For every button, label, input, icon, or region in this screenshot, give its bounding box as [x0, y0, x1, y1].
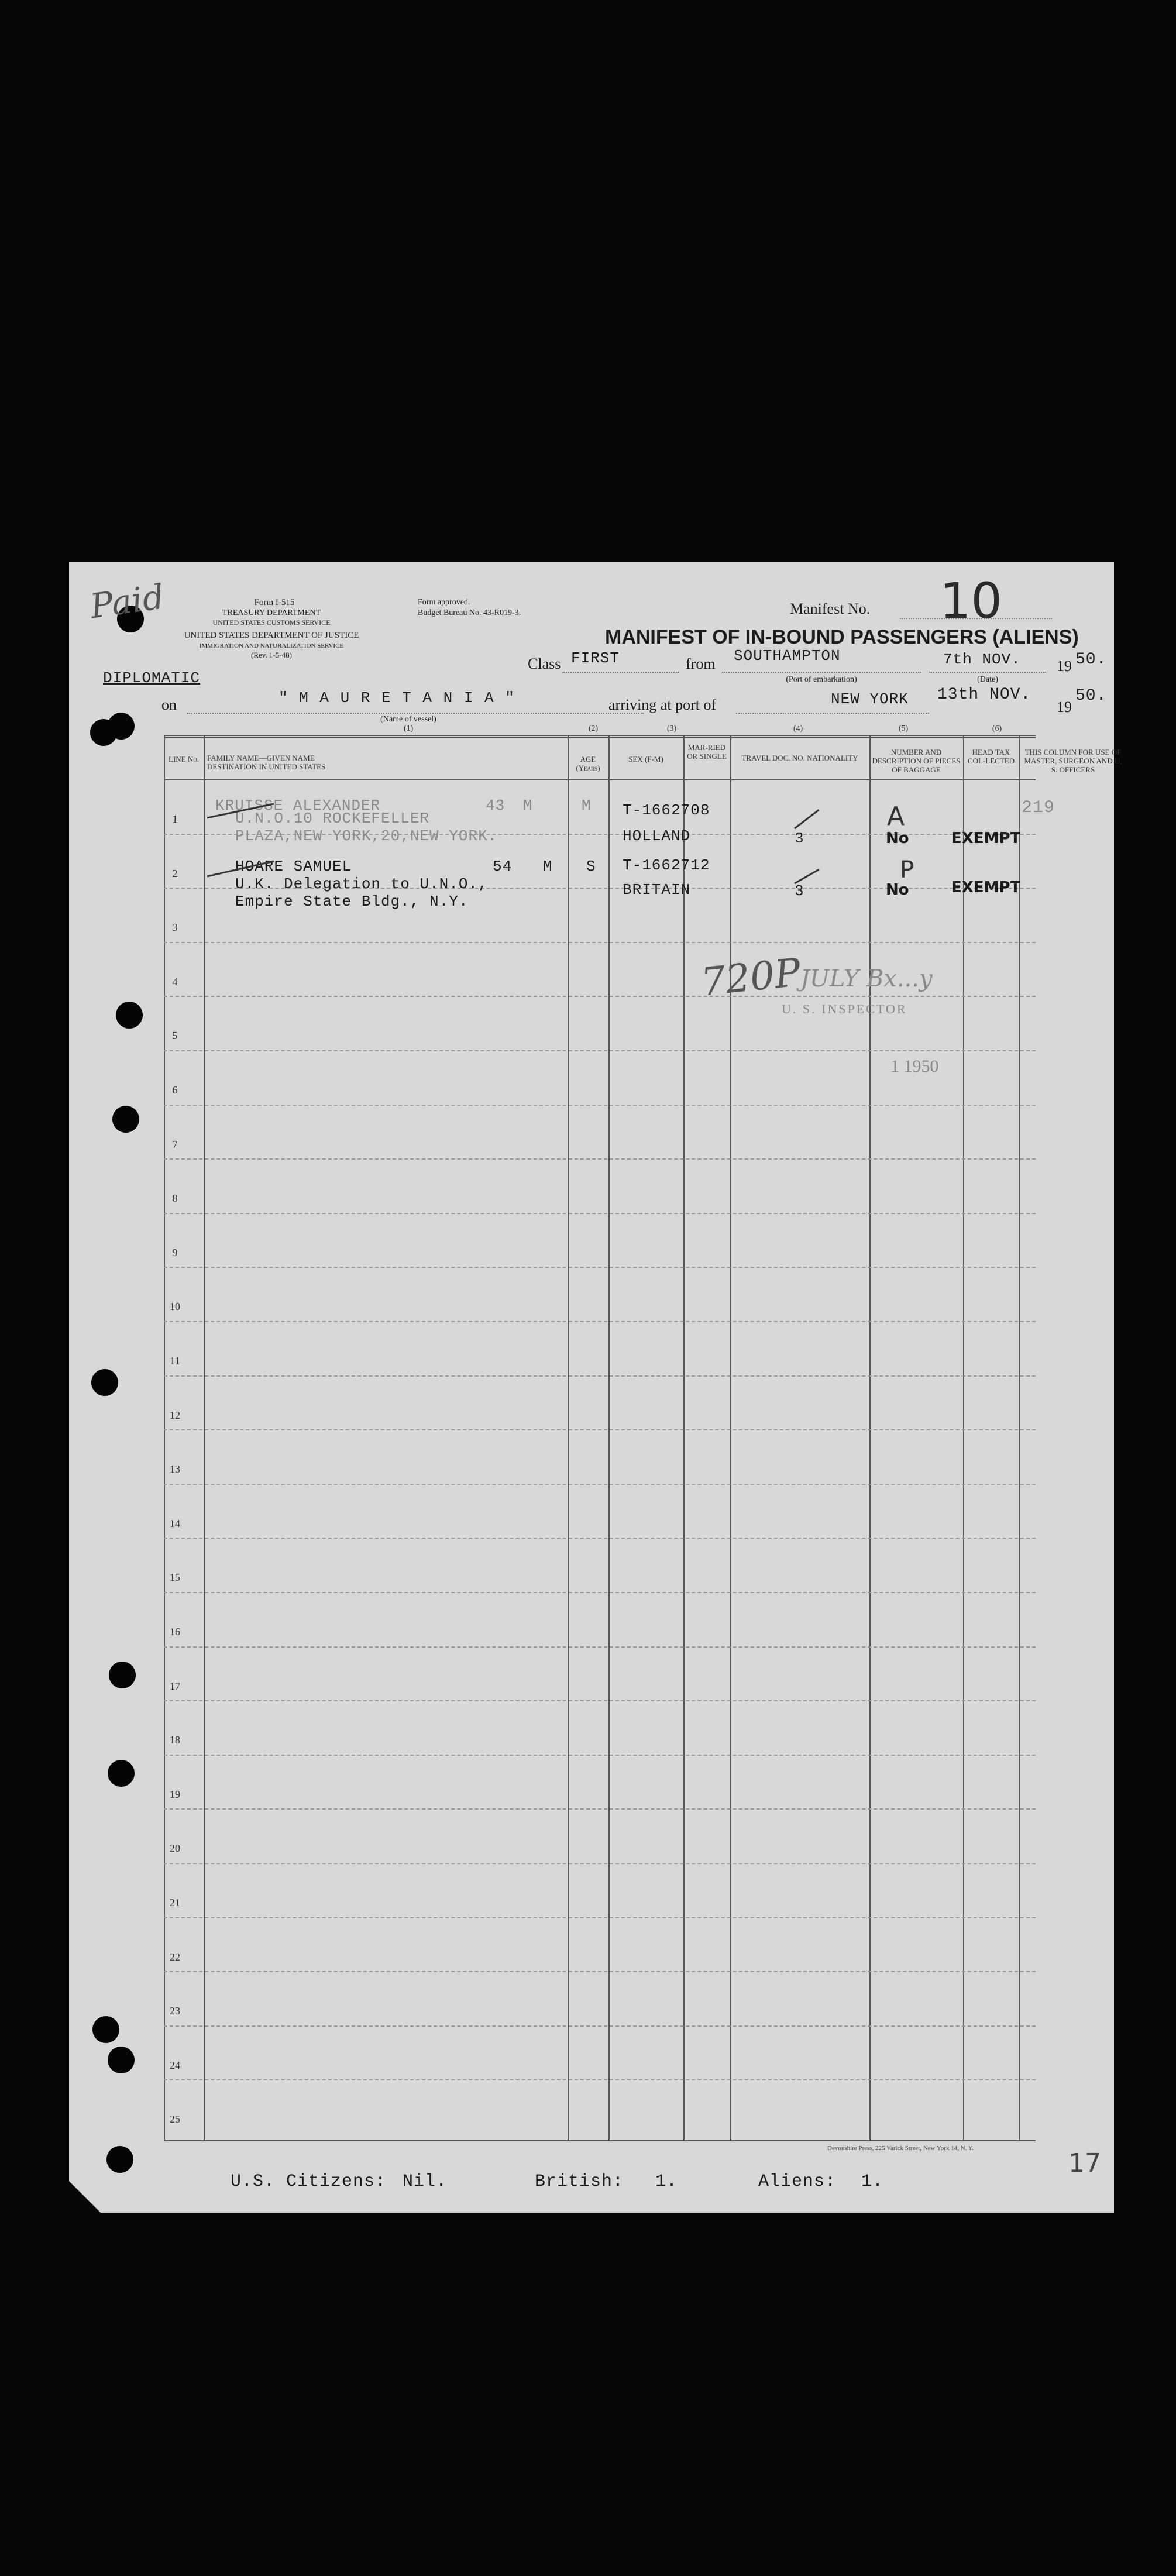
passenger-head-tax: No — [886, 830, 909, 847]
date-caption: (Date) — [977, 675, 998, 684]
row-number: 22 — [170, 1951, 180, 1963]
row-divider — [164, 1592, 1036, 1593]
row-number: 15 — [170, 1571, 180, 1583]
passenger-officer-note: EXEMPT — [951, 830, 1021, 847]
manifest-document — [69, 562, 1122, 2213]
binder-hole — [108, 1760, 135, 1787]
row-divider — [164, 1158, 1036, 1160]
arrival-year: 50. — [1075, 687, 1107, 705]
class-line — [562, 672, 679, 673]
binder-hole — [91, 1369, 118, 1396]
row-number: 17 — [170, 1680, 180, 1692]
check-marks — [204, 784, 906, 913]
row-number: 6 — [172, 1084, 178, 1096]
head-tax-mark: P — [900, 857, 914, 883]
check-mark — [795, 810, 819, 828]
footer-british-label: British: — [535, 2172, 624, 2192]
row-divider — [164, 1267, 1036, 1268]
row-number: 9 — [172, 1247, 178, 1258]
diplomatic-label: DIPLOMATIC — [103, 669, 201, 687]
port-caption: (Port of embarkation) — [786, 675, 857, 684]
binder-hole — [116, 1002, 143, 1029]
column-number: (3) — [666, 724, 677, 733]
header-married: MAR-RIED OR SINGLE — [687, 743, 727, 761]
row-number: 25 — [170, 2113, 180, 2125]
footer-aliens-value: 1. — [861, 2172, 884, 2192]
passenger-travel-doc: T-1662708 — [623, 802, 710, 819]
row-divider — [164, 1375, 1036, 1377]
row-number: 19 — [170, 1789, 180, 1800]
passenger-destination: Empire State Bldg., N.Y. — [235, 893, 469, 910]
arrival-port-line — [736, 713, 929, 714]
passenger-sex: M — [523, 797, 533, 814]
footer-aliens-label: Aliens: — [758, 2172, 837, 2192]
row-divider — [164, 2079, 1036, 2080]
vessel-line — [187, 713, 644, 714]
passenger-baggage: 3 — [795, 882, 804, 900]
row-divider — [164, 1321, 1036, 1322]
dept-line: TREASURY DEPARTMENT — [222, 608, 321, 617]
passenger-name: KRUISSE ALEXANDER — [215, 797, 381, 814]
binder-hole — [92, 2016, 119, 2043]
binder-hole — [108, 2047, 135, 2073]
from-value: SOUTHAMPTON — [734, 647, 841, 665]
passenger-name: HOARE SAMUEL — [235, 858, 352, 875]
depart-year: 50. — [1075, 651, 1107, 669]
row-number: 24 — [170, 2059, 180, 2071]
dept-line: IMMIGRATION AND NATURALIZATION SERVICE — [199, 642, 344, 649]
footer-british-value: 1. — [655, 2172, 678, 2192]
row-divider — [164, 996, 1036, 997]
from-label: from — [686, 655, 716, 672]
row-number: 18 — [170, 1734, 180, 1746]
passenger-destination: PLAZA,NEW YORK,20,NEW YORK. — [235, 827, 498, 845]
footer-citizens-value: Nil. — [403, 2172, 448, 2192]
row-number: 1 — [172, 813, 178, 825]
check-mark — [207, 804, 274, 818]
row-number: 2 — [172, 868, 178, 879]
passenger-age: 54 — [493, 858, 513, 875]
row-number: 4 — [172, 976, 178, 988]
vessel-name: " M A U R E T A N I A " — [278, 689, 515, 707]
footer-citizens-label: U.S. Citizens: — [231, 2172, 387, 2192]
column-number: (1) — [403, 724, 414, 733]
header-travel-doc: TRAVEL DOC. NO. NATIONALITY — [741, 754, 858, 762]
row-number: 8 — [172, 1192, 178, 1204]
passenger-officer-note: EXEMPT — [951, 879, 1021, 896]
passenger-nationality: BRITAIN — [623, 881, 691, 899]
passenger-nationality: HOLLAND — [623, 827, 691, 845]
check-mark — [795, 869, 819, 883]
manifest-no-label: Manifest No. — [790, 600, 871, 617]
header-line-no: LINE No. — [169, 755, 199, 763]
arriving-label: arriving at port of — [608, 696, 717, 713]
passenger-marital: M — [582, 797, 592, 814]
binder-hole — [109, 1662, 136, 1688]
row-divider — [164, 1213, 1036, 1214]
row-number: 11 — [170, 1355, 180, 1367]
handwritten-paid: Paid — [87, 576, 167, 627]
passenger-marital: S — [586, 858, 596, 875]
page-corner — [68, 2181, 101, 2213]
row-number: 16 — [170, 1626, 180, 1638]
row-divider — [164, 1538, 1036, 1539]
vessel-caption: (Name of vessel) — [380, 715, 436, 724]
check-mark — [207, 861, 274, 876]
passenger-age: 43 — [486, 797, 506, 814]
from-line — [722, 672, 921, 673]
header-name: FAMILY NAME—GIVEN NAME DESTINATION IN UNITED STATES — [207, 754, 326, 771]
arrival-port: NEW YORK — [831, 690, 909, 708]
dept-line: (Rev. 1-5-48) — [251, 651, 292, 659]
row-divider — [164, 1755, 1036, 1756]
row-divider — [164, 1429, 1036, 1430]
header-officers: THIS COLUMN FOR USE OF MASTER, SURGEON AND U. S. OFFICERS — [1024, 748, 1122, 774]
row-divider — [164, 2025, 1036, 2027]
row-divider — [164, 1105, 1036, 1106]
row-number: 23 — [170, 2005, 180, 2017]
column-number: (4) — [793, 724, 803, 733]
row-divider — [164, 1917, 1036, 1918]
row-number: 3 — [172, 921, 178, 933]
manifest-title: MANIFEST OF IN-BOUND PASSENGERS (ALIENS) — [605, 626, 1079, 648]
stamp-signature: JULY Bx...y — [800, 965, 933, 992]
header-age: AGE (Years) — [576, 755, 600, 772]
binder-hole — [108, 713, 135, 740]
class-label: Class — [528, 655, 561, 672]
header-baggage: NUMBER AND DESCRIPTION OF PIECES OF BAGGAGE — [872, 748, 961, 774]
depart-line — [929, 672, 1046, 673]
row-divider — [164, 942, 1036, 943]
row-divider — [164, 1700, 1036, 1701]
form-number: Form I-515 — [254, 598, 295, 607]
passenger-destination: U.N.O.10 ROCKEFELLER — [235, 810, 430, 827]
row-number: 20 — [170, 1842, 180, 1854]
row-divider — [164, 1646, 1036, 1648]
stamp-title: U. S. INSPECTOR — [782, 1002, 907, 1016]
arrival-date: 13th NOV. — [937, 686, 1031, 704]
row-number: 7 — [172, 1139, 178, 1150]
passenger-note: 219 — [1022, 798, 1055, 818]
column-number: (6) — [992, 724, 1002, 733]
passenger-destination: U.K. Delegation to U.N.O., — [235, 875, 488, 893]
row-number: 21 — [170, 1897, 180, 1908]
stamp-date: 1 1950 — [890, 1057, 939, 1076]
budget-bureau: Budget Bureau No. 43-R019-3. — [418, 608, 521, 617]
row-number: 13 — [170, 1463, 180, 1475]
page-mark: 17 — [1068, 2148, 1101, 2178]
manifest-no-value: 10 — [940, 572, 1002, 630]
depart-date: 7th NOV. — [943, 651, 1021, 668]
passenger-head-tax: No — [886, 881, 909, 899]
passenger-baggage: 3 — [795, 830, 804, 847]
dept-line: UNITED STATES CUSTOMS SERVICE — [212, 618, 331, 627]
form-approved: Form approved. — [418, 598, 470, 607]
header-sex: SEX (F-M) — [628, 755, 663, 763]
row-divider — [164, 1050, 1036, 1051]
column-number: (2) — [588, 724, 599, 733]
class-value: FIRST — [571, 649, 620, 667]
stamp-handwriting: 720P — [699, 950, 803, 1005]
row-divider — [164, 1971, 1036, 1972]
dept-line: UNITED STATES DEPARTMENT OF JUSTICE — [184, 631, 359, 640]
row-divider — [164, 1808, 1036, 1810]
row-divider — [164, 1484, 1036, 1485]
depart-year-prefix: 19 — [1057, 658, 1072, 675]
row-number: 10 — [170, 1301, 180, 1312]
binder-hole — [106, 2146, 133, 2173]
passenger-sex: M — [543, 858, 553, 875]
printer-credit: Devonshire Press, 225 Varick Street, New York 14, N. Y. — [827, 2145, 974, 2152]
row-number: 14 — [170, 1518, 180, 1529]
row-number: 12 — [170, 1409, 180, 1421]
column-number: (5) — [898, 724, 909, 733]
row-divider — [164, 1863, 1036, 1864]
head-tax-mark: A — [887, 802, 905, 831]
arrival-year-prefix: 19 — [1057, 699, 1072, 716]
binder-hole — [112, 1106, 139, 1133]
header-head-tax: HEAD TAX COL-LECTED — [967, 748, 1015, 765]
passenger-travel-doc: T-1662712 — [623, 857, 710, 874]
row-number: 5 — [172, 1030, 178, 1041]
on-label: on — [161, 696, 177, 713]
